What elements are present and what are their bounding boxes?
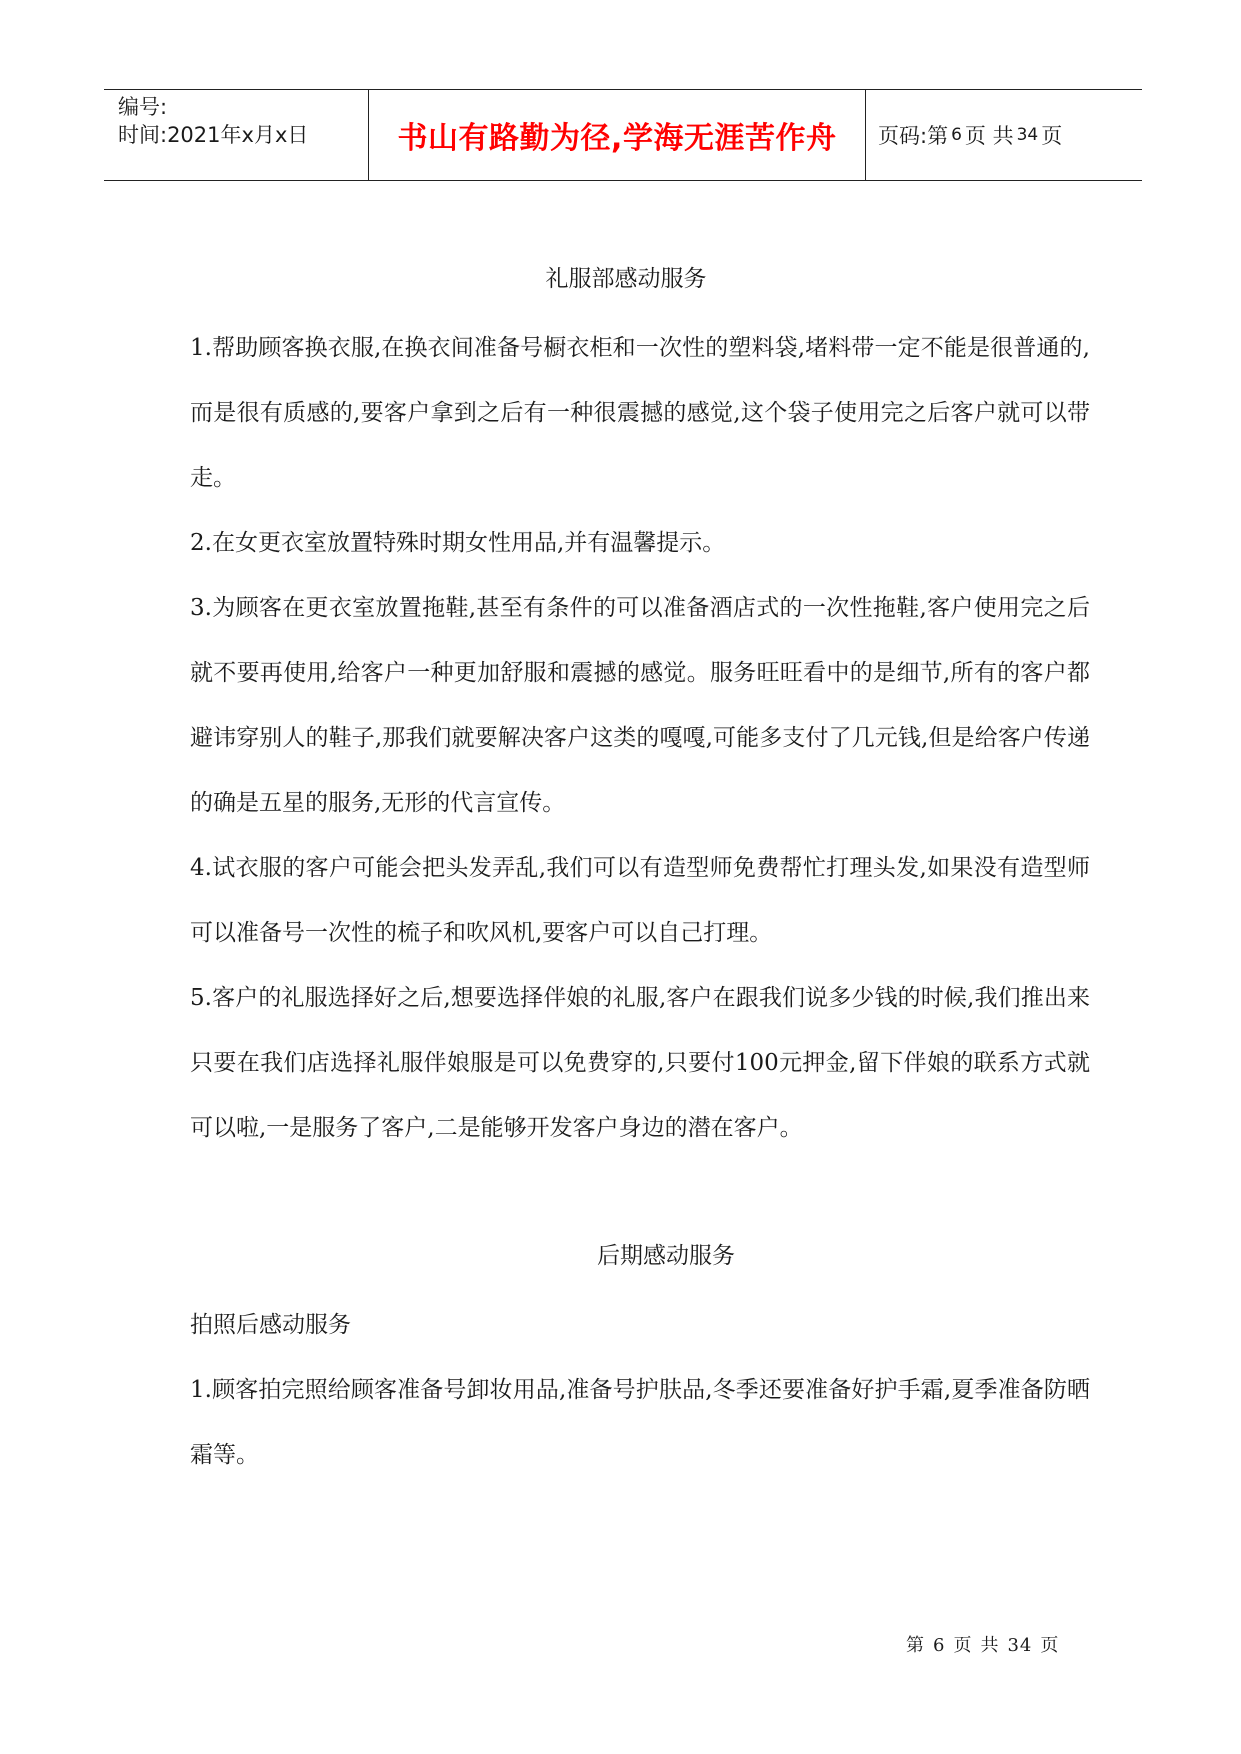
header-motto-cell [369, 90, 866, 180]
page-total-number: 34 [1016, 125, 1039, 145]
page-mid: 页 共 [964, 124, 1014, 148]
footer-current-page: 6 [933, 1635, 946, 1656]
header-page-cell [866, 90, 1142, 180]
paragraph: 1.帮助顾客换衣服,在换衣间准备号橱衣柜和一次性的塑料袋,堵料带一定不能是很普通的,而是很有质感的,要客户拿到之后有一种很震撼的感觉,这个袋子使用完之后客户就可以带走。 [190, 335, 1090, 491]
paragraph: 3.为顾客在更衣室放置拖鞋,甚至有条件的可以准备酒店式的一次性拖鞋,客户使用完之后就不要再使用,给客户一种更加舒服和震撼的感觉。服务旺旺看中的是细节,所有的客户都避讳穿别人的鞋子,那我们就要解决客户这类的嘎嘎,可能多支付了几元钱,但是给客户传递的确是五星的服务,无形的代言宣传。 [190, 595, 1090, 816]
paragraph: 5.客户的礼服选择好之后,想要选择伴娘的礼服,客户在跟我们说多少钱的时候,我们推出来只要在我们店选择礼服伴娘服是可以免费穿的,只要付100元押金,留下伴娘的联系方式就可以啦,一是服务了客户,二是能够开发客户身边的潜在客户。 [190, 985, 1090, 1141]
page-footer [902, 1631, 1063, 1657]
page-header [104, 89, 1142, 181]
paragraph: 1.顾客拍完照给顾客准备号卸妆用品,准备号护肤品,冬季还要准备好护手霜,夏季准备防晒霜等。 [190, 1377, 1090, 1468]
page-current-number: 6 [951, 125, 962, 145]
footer-word: 页 [953, 1635, 973, 1656]
section-spacer [190, 1161, 1090, 1227]
time-label: 时间:2021年x月x日 [118, 123, 309, 147]
document-body [190, 250, 1090, 1488]
footer-word: 第 [906, 1635, 925, 1656]
footer-total-pages: 34 [1007, 1635, 1033, 1656]
section-subtitle: 拍照后感动服务 [190, 1312, 351, 1338]
section-title-aftercare: 后期感动服务 [597, 1243, 735, 1269]
footer-word: 共 [980, 1635, 1000, 1656]
serial-number-label: 编号: [118, 95, 168, 119]
header-meta-cell [104, 90, 369, 180]
page-prefix: 页码:第 [878, 124, 949, 148]
footer-word: 页 [1040, 1635, 1060, 1656]
motto-text: 书山有路勤为径,学海无涯苦作舟 [397, 121, 837, 156]
paragraph: 2.在女更衣室放置特殊时期女性用品,并有温馨提示。 [190, 530, 726, 556]
section-title-formalwear: 礼服部感动服务 [545, 266, 707, 292]
page-suffix: 页 [1041, 124, 1063, 148]
paragraph: 4.试衣服的客户可能会把头发弄乱,我们可以有造型师免费帮忙打理头发,如果没有造型师可以准备号一次性的梳子和吹风机,要客户可以自己打理。 [190, 855, 1090, 946]
